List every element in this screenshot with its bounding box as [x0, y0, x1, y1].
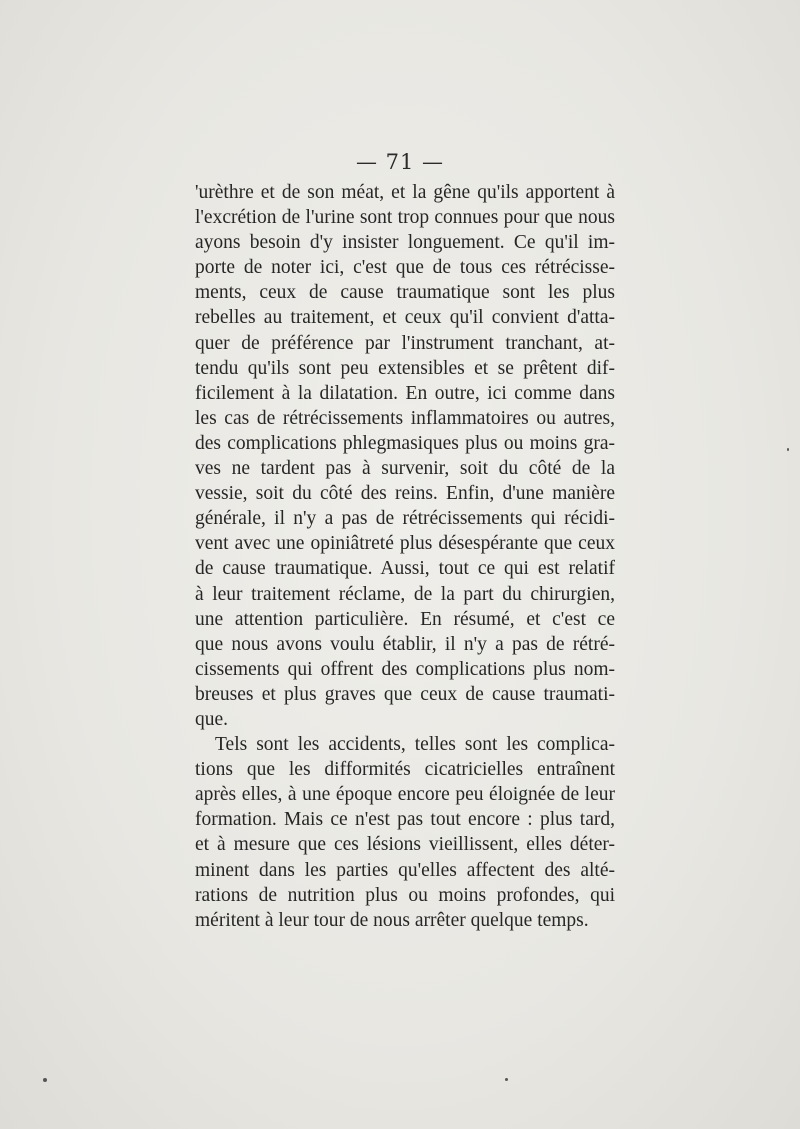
text-line: breuses et plus graves que ceux de cause traumati-: [195, 683, 615, 705]
paper-speck: [505, 1078, 508, 1081]
text-line: Tels sont les accidents, telles sont les complica-: [215, 734, 615, 756]
text-line: tendu qu'ils sont peu extensibles et se prêtent dif-: [195, 357, 615, 379]
text-line: ments, ceux de cause traumatique sont les plus: [195, 282, 615, 304]
text-line: des complications phlegmasiques plus ou moins gra-: [195, 432, 615, 454]
text-line: rations de nutrition plus ou moins profondes, qui: [195, 884, 615, 906]
body-text: [195, 180, 615, 933]
text-line: ficilement à la dilatation. En outre, ici comme dans: [195, 382, 615, 404]
text-line: de cause traumatique. Aussi, tout ce qui est relatif: [195, 558, 615, 580]
text-line: les cas de rétrécissements inflammatoires ou autres,: [195, 407, 615, 429]
paper-speck: [787, 448, 789, 451]
text-line: quer de préférence par l'instrument tranchant, at-: [195, 332, 615, 354]
text-line: vent avec une opiniâtreté plus désespérante que ceux: [195, 533, 615, 555]
text-line: minent dans les parties qu'elles affectent des alté-: [195, 859, 615, 881]
text-line: 'urèthre et de son méat, et la gêne qu'ils apportent à: [195, 182, 615, 203]
text-line: méritent à leur tour de nous arrêter quelque temps.: [195, 909, 589, 931]
text-line: à leur traitement réclame, de la part du chirurgien,: [195, 583, 615, 605]
text-line: après elles, à une époque encore peu éloignée de leur: [195, 784, 615, 806]
text-line: rebelles au traitement, et ceux qu'il convient d'atta-: [195, 307, 615, 329]
text-line: que nous avons voulu établir, il n'y a pas de rétré-: [195, 633, 615, 655]
text-line: formation. Mais ce n'est pas tout encore : plus tard,: [195, 809, 615, 831]
text-line: l'excrétion de l'urine sont trop connues pour que nous: [195, 207, 615, 229]
text-line: porte de noter ici, c'est que de tous ces rétrécisse-: [195, 257, 615, 279]
text-line: ayons besoin d'y insister longuement. Ce qu'il im-: [195, 232, 615, 254]
text-line: une attention particulière. En résumé, et c'est ce: [195, 608, 615, 630]
paper-speck: [43, 1078, 47, 1082]
text-line: générale, il n'y a pas de rétrécissements qui récidi-: [195, 508, 615, 530]
text-line: ves ne tardent pas à survenir, soit du côté de la: [195, 458, 615, 480]
text-line: cissements qui offrent des complications plus nom-: [195, 658, 615, 680]
text-line: vessie, soit du côté des reins. Enfin, d'une manière: [195, 483, 615, 505]
text-line: tions que les difformités cicatricielles entraînent: [195, 759, 615, 781]
page-number: — 71 —: [355, 150, 445, 174]
text-line: que.: [195, 708, 229, 730]
text-line: et à mesure que ces lésions vieillissent, elles déter-: [195, 834, 615, 856]
